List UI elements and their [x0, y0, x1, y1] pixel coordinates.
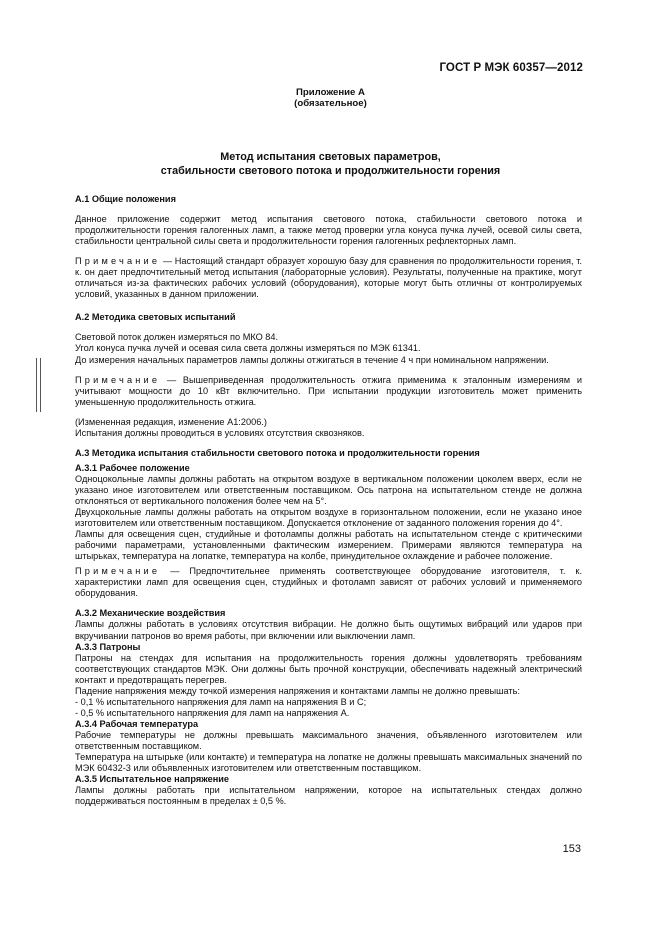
note-text: — Вышеприведенная продолжительность отжига применима к эталонным измерениям и учитывают мощности до 10 кВт включительно. При испытании продукции изготовитель может применить уменьшенную продолжительность отжига.: [75, 374, 582, 407]
note: [75, 566, 582, 599]
paragraph: Рабочие температуры не должны превышать максимального значения, объявленного изготовителем или ответственным поставщиком.: [75, 729, 582, 751]
paragraph: Патроны на стендах для испытания на продолжительность горения должны удовлетворять требованиям соответствующих стандартов МЭК. Они должны быть прочной конструкции, обеспечивать надежный электрический контакт и предотвращать перегрев.: [75, 652, 582, 685]
note: [75, 375, 582, 408]
section-heading: А.1 Общие положения: [75, 194, 176, 204]
note-label: Примечание: [75, 566, 161, 577]
paragraph: Угол конуса пучка лучей и осевая сила света должны измеряться по МЭК 61341.: [75, 343, 421, 354]
note-label: Примечание: [75, 374, 161, 385]
paragraph: До измерения начальных параметров лампы должны отжигаться в течение 4 ч при номинальном напряжении.: [75, 354, 549, 365]
note: [75, 256, 582, 300]
subsection-heading: А.3.5 Испытательное напряжение: [75, 774, 230, 785]
title-line-2: стабильности светового потока и продолжительности горения: [160, 164, 501, 177]
change-bar: [36, 358, 37, 412]
appendix-status: (обязательное): [294, 98, 367, 109]
section-heading: А.2 Методика световых испытаний: [75, 312, 236, 323]
document-title: [0, 151, 661, 178]
appendix-heading: [0, 87, 661, 109]
standard-designation: ГОСТ Р МЭК 60357—2012: [439, 62, 583, 74]
subsection-heading: А.3.4 Рабочая температура: [75, 718, 199, 729]
paragraph: Данное приложение содержит метод испытания светового потока, стабильности светового потока и продолжительности горения галогенных ламп, а также метод проверки угла конуса пучка лучей, осевой силы света, стабильности центральной силы света и продолжительности горения галогенных рефлекторных ламп.: [75, 214, 582, 247]
note-label: Примечание: [75, 256, 161, 267]
paragraph: Падение напряжения между точкой измерения напряжения и контактами лампы не должно превышать:: [75, 685, 520, 696]
paragraph: Температура на штырьке (или контакте) и температура на лопатке не должны превышать максимальных значений по МЭК 60432-3 или объявленных изготовителем или ответственным поставщиком.: [75, 752, 582, 774]
paragraph: Световой поток должен измеряться по МКО 84.: [75, 332, 279, 343]
note-text: — Предпочтительнее применять соответствующее оборудование изготовителя, т. к. характеристики ламп для освещения сцен, студийных и фотоламп зависят от рабочих условий и применяемого оборудования.: [75, 566, 582, 599]
subsection-heading: А.3.1 Рабочее положение: [75, 462, 190, 473]
paragraph: Одноцокольные лампы должны работать на открытом воздухе в вертикальном положении цоколем вверх, если не указано иное изготовителем или ответственным поставщиком. Ось патрона на испытательном стенде не должна отклоняться от вертикального положения более чем на 5°.: [75, 473, 582, 506]
list-item: - 0,5 % испытательного напряжения для ламп на напряжения А.: [75, 707, 350, 718]
paragraph: Лампы должны работать в условиях отсутствия вибрации. Не должно быть ощутимых вибраций или ударов при вкручивании патронов во время работы, при включении или выключении ламп.: [75, 619, 582, 641]
appendix-title: Приложение А: [296, 87, 365, 98]
subsection-heading: А.3.3 Патроны: [75, 641, 141, 652]
section-heading: А.3 Методика испытания стабильности светового потока и продолжительности горения: [75, 447, 480, 458]
page-number: 153: [562, 843, 581, 855]
subsection-heading: А.3.2 Механические воздействия: [75, 608, 226, 619]
paragraph: Двухцокольные лампы должны работать на открытом воздухе в горизонтальном положении, если не указано иное изготовителем или ответственным поставщиком. Допускается отклонение от заданного положения горения до 4°.: [75, 507, 582, 529]
document-body: [75, 194, 582, 807]
change-bar: [40, 358, 41, 412]
note-text: — Настоящий стандарт образует хорошую базу для сравнения по продолжительности горения, т. к. он дает предпочтительный метод испытания (лабораторные условия). Результаты, полученные на практике, могут отличаться из-за фактических рабочих условий (оборудования), которые могут быть отличны от контролируемых условий, указанных в данном приложении.: [75, 256, 582, 300]
paragraph: Испытания должны проводиться в условиях отсутствия сквозняков.: [75, 427, 365, 438]
title-line-1: Метод испытания световых параметров,: [220, 151, 441, 163]
list-item: - 0,1 % испытательного напряжения для ламп на напряжения В и С;: [75, 696, 367, 707]
paragraph: Лампы должны работать при испытательном напряжении, которое на испытательных стендах должно поддерживаться постоянным в пределах ± 0,5 %.: [75, 785, 582, 807]
change-note: (Измененная редакция, изменение А1:2006.): [75, 416, 267, 427]
paragraph: Лампы для освещения сцен, студийные и фотолампы должны работать на испытательном стенде с критическими рабочими параметрами, установленными фактическим измерением. Примерами являются температура на штырьках, температура на лопатке, температура на колбе, принудительное охлаждение и рабочее положение.: [75, 529, 582, 562]
